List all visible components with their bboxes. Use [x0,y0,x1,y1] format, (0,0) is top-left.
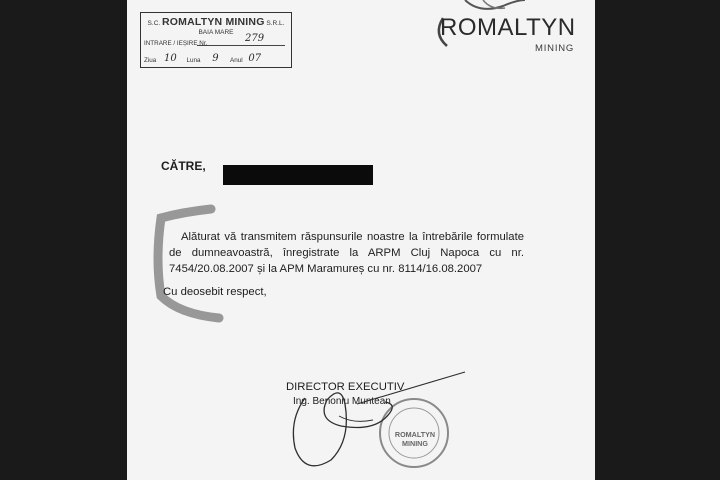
stamp-suffix: S.R.L. [266,20,285,27]
stamp-company: ROMALTYN MINING [162,16,265,28]
document-page [127,0,595,480]
stamp-reg-number: 279 [245,33,265,44]
signatory-title: DIRECTOR EXECUTIV [286,381,405,393]
stamp-day-value: 10 [164,53,177,64]
stamp-month-label: Luna [186,57,201,64]
stamp-city: BAIA MARE [198,29,234,36]
stamp-year-value: 07 [248,53,262,64]
stamp-reg-label: INTRARE / IEȘIRE Nr. [144,40,208,47]
logo-sub: MINING [535,43,575,54]
stamp-month-value: 9 [212,53,219,64]
signatory-name: Ing. Benoniu Muntean [293,396,391,407]
logo-word: ROMALTYN [440,14,576,41]
closing-line: Cu deosebit respect, [163,286,267,298]
signature-icon [127,0,595,480]
seal-text: ROMALTYN MINING [394,430,436,448]
addressee-label: CĂTRE, [161,159,206,173]
stamp-year-label: Anul [230,57,243,64]
stamp-prefix: S.C. [147,20,161,27]
letter-paragraph: Alăturat vă transmitem răspunsurile noastre la întrebările formulate de dumneavoastră, înregistrate la ARPM Cluj Napoca cu nr. 7454/20.08.2007 și la APM Maramureș cu nr. 8114/16.08.2007 [169,231,524,275]
stamp-day-label: Ziua [144,57,157,64]
